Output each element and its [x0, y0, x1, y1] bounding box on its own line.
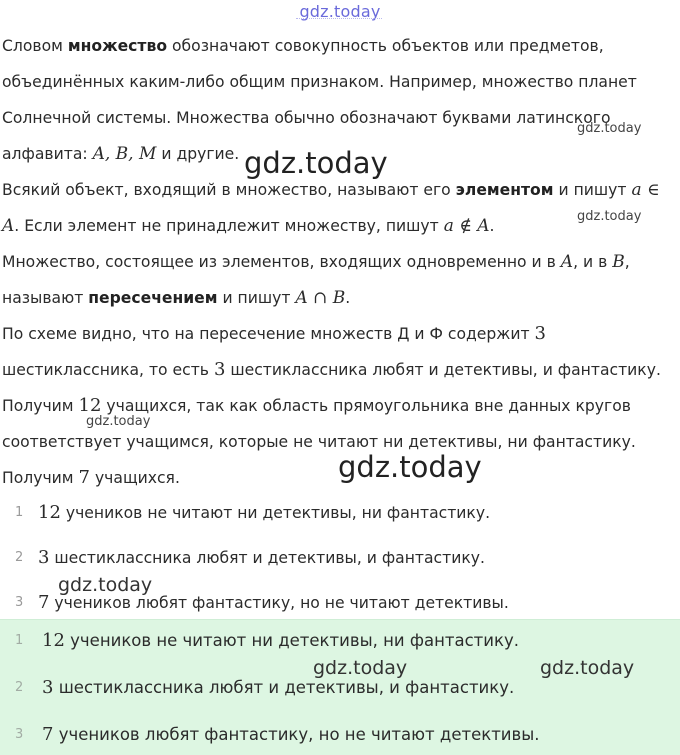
answer-item — [0, 711, 680, 755]
text: называют — [2, 289, 89, 307]
list-index: 1 — [15, 504, 24, 520]
answer-text — [42, 630, 519, 651]
text: Словом — [2, 37, 68, 55]
list-index: 2 — [15, 549, 24, 565]
text: учащихся, так как область прямоугольника вне данных кругов — [101, 397, 631, 415]
term-set: множество — [67, 37, 168, 55]
math-in: a ∈ — [631, 180, 660, 200]
text: Всякий объект, входящий в множество, называют его — [2, 181, 456, 199]
text: и другие. — [156, 145, 240, 163]
text: учеников не читают ни детективы, ни фантастику. — [64, 630, 519, 650]
math-a-cap-b: A ∩ B — [295, 288, 346, 308]
number: 12 — [38, 501, 61, 523]
answer-text — [42, 724, 540, 745]
header-watermark: gdz.today — [0, 2, 680, 21]
watermark: gdz.today — [244, 146, 388, 180]
watermark: gdz.today — [577, 121, 642, 136]
text: шестиклассника, то есть — [2, 361, 214, 379]
text: шестиклассника любят и детективы, и фантастику. — [53, 677, 515, 697]
math-b: B — [612, 252, 625, 272]
answer-index: 3 — [15, 726, 24, 742]
math-letters: A, B, M — [92, 144, 157, 164]
term-intersection: пересечением — [88, 289, 218, 307]
text: шестиклассника любят и детективы, и фантастику. — [49, 548, 485, 567]
text: , — [624, 253, 630, 271]
text: и пишут — [553, 181, 632, 199]
result-list — [0, 489, 680, 627]
watermark: gdz.today — [577, 209, 642, 224]
list-index: 3 — [15, 594, 24, 610]
watermark: gdz.today — [86, 414, 151, 429]
text: алфавита: — [2, 145, 93, 163]
text: соответствует учащимся, которые не читают ни детективы, ни фантастику. — [2, 433, 636, 451]
text: и пишут — [217, 289, 296, 307]
number: 12 — [42, 629, 65, 651]
text: объединённых каким-либо общим признаком. Например, множество планет — [2, 73, 637, 91]
text: . — [489, 217, 495, 235]
answer-text — [42, 677, 514, 698]
term-element: элементом — [455, 181, 554, 199]
text: учащихся. — [89, 469, 180, 487]
number: 7 — [38, 591, 50, 613]
text: шестиклассника любят и детективы, и фантастику. — [225, 361, 661, 379]
text: учеников любят фантастику, но не читают детективы. — [53, 724, 540, 744]
number: 7 — [42, 723, 54, 745]
answer-index: 1 — [15, 632, 24, 648]
list-item — [0, 489, 680, 535]
text: учеников не читают ни детективы, ни фантастику. — [60, 503, 491, 522]
text: Множество, состоящее из элементов, входящих одновременно и в — [2, 253, 561, 271]
watermark: gdz.today — [338, 450, 482, 484]
text: . Если элемент не принадлежит множеству, пишут — [14, 217, 444, 235]
number: 12 — [78, 395, 102, 416]
number: 3 — [42, 676, 54, 698]
math-not-in: a ∉ A — [443, 216, 490, 236]
text: учеников любят фантастику, но не читают детективы. — [49, 593, 509, 612]
list-text — [38, 502, 490, 523]
math-set-a: A — [2, 216, 15, 236]
paragraph-definition-element — [2, 172, 678, 244]
watermark: gdz.today — [540, 657, 635, 679]
paragraph-definition-intersection — [2, 244, 678, 316]
text: , и в — [573, 253, 613, 271]
text: Солнечной системы. Множества обычно обозначают буквами латинского — [2, 109, 611, 127]
text: обозначают совокупность объектов или предметов, — [167, 37, 604, 55]
number: 7 — [78, 467, 90, 488]
list-text — [38, 547, 485, 568]
answer-box — [0, 619, 680, 755]
text: Получим — [2, 397, 79, 415]
text: . — [345, 289, 351, 307]
text: Получим — [2, 469, 79, 487]
number: 3 — [38, 546, 50, 568]
watermark: gdz.today — [58, 574, 153, 596]
text: По схеме видно, что на пересечение множеств Д и Ф содержит — [2, 325, 535, 343]
number: 3 — [213, 359, 226, 380]
number: 3 — [534, 323, 546, 344]
watermark: gdz.today — [313, 657, 408, 679]
math-a: A — [560, 252, 574, 272]
answer-index: 2 — [15, 679, 24, 695]
paragraph-intersection-count — [2, 316, 678, 388]
